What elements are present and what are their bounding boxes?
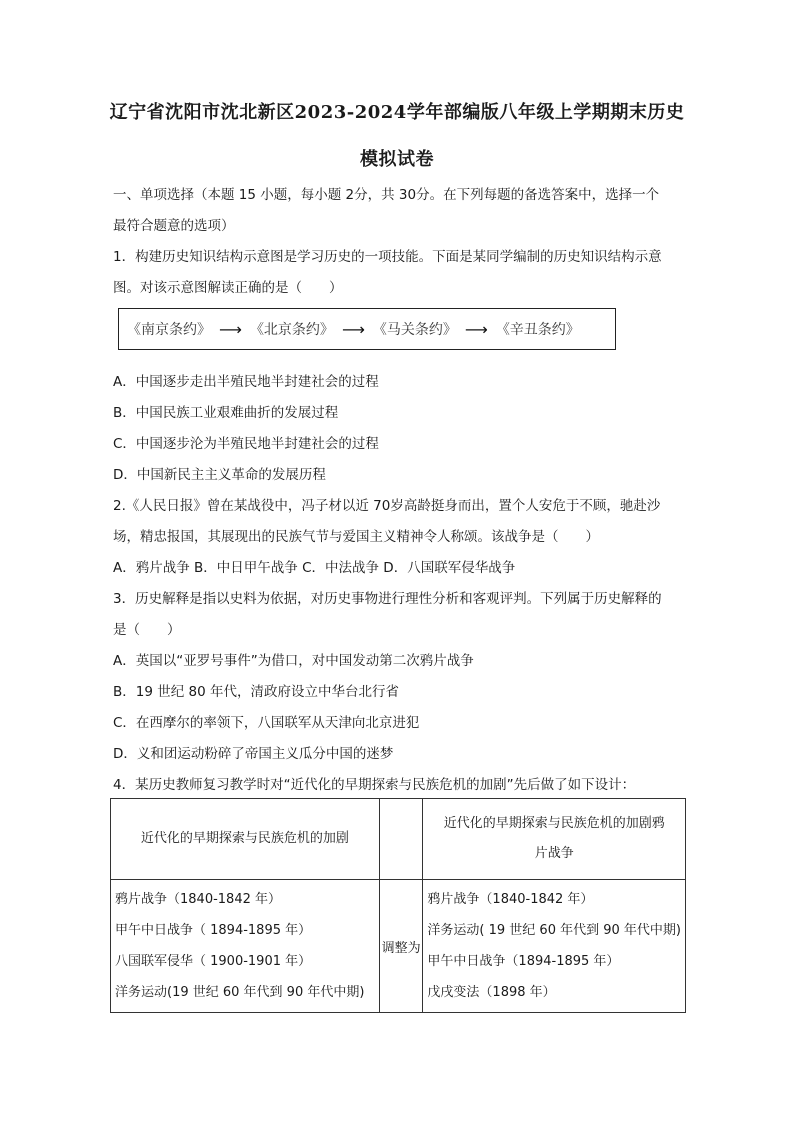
right-arrow-icon: ⟶ [219,319,242,339]
q1-option-c[interactable]: C．中国逐步沦为半殖民地半封建社会的过程 [113,436,379,452]
flow-treaty-nanjing: 《南京条约》 [127,322,211,338]
exam-title-line2: 模拟试卷 [360,149,434,170]
right-arrow-icon: ⟶ [341,319,365,339]
q1-option-a[interactable]: A．中国逐步走出半殖民地半封建社会的过程 [113,374,379,390]
q3-stem-line2: 是（ ） [113,622,181,638]
right-header-line2: 片战争 [534,846,574,861]
q4-design-table [110,798,686,1013]
right-header-line1: 近代化的早期探索与民族危机的加剧鸦 [443,816,665,831]
q4-stem: 4．某历史教师复习教学时对“近代化的早期探索与民族危机的加剧”先后做了如下设计： [113,777,636,793]
q1-stem-line2: 图。对该示意图解读正确的是（ ） [113,280,343,296]
table-middle-header-empty [379,799,423,880]
list-item: 甲午中日战争（1894-1895 年） [427,954,620,969]
exam-title-line1: 辽宁省沈阳市沈北新区2023-2024学年部编版八年级上学期期末历史 [109,102,685,123]
flow-treaty-beijing: 《北京条约》 [249,322,334,338]
q3-option-c[interactable]: C．在西摩尔的率领下，八国联军从天津向北京进犯 [113,715,420,731]
table-adjust-label: 调整为 [379,880,423,1013]
q2-stem-line2: 场，精忠报国，其展现出的民族气节与爱国主义精神令人称颂。该战争是（ ） [113,529,599,545]
table-right-list [423,880,686,1013]
q2-options[interactable]: A．鸦片战争 B．中日甲午战争 C．中法战争 D．八国联军侵华战争 [113,560,516,576]
section-heading-line2: 最符合题意的选项） [113,218,235,234]
q3-option-a[interactable]: A．英国以“亚罗号事件”为借口，对中国发动第二次鸦片战争 [113,653,474,669]
q3-option-d[interactable]: D．义和团运动粉碎了帝国主义瓜分中国的迷梦 [113,746,394,762]
list-item: 鸦片战争（1840-1842 年） [115,892,281,907]
q3-option-b[interactable]: B．19 世纪 80 年代，清政府设立中华台北行省 [113,684,399,700]
q1-stem-line1: 1．构建历史知识结构示意图是学习历史的一项技能。下面是某同学编制的历史知识结构示意 [113,249,662,265]
table-right-header [423,799,686,880]
list-item: 戊戌变法（1898 年） [427,985,556,1000]
q1-option-d[interactable]: D．中国新民主主义革命的发展历程 [113,467,326,483]
flow-treaty-maguan: 《马关条约》 [372,322,457,338]
q2-stem-line1: 2.《人民日报》曾在某战役中，冯子材以近 70岁高龄挺身而出，置个人安危于不顾，驰赴沙 [113,498,661,514]
q1-option-b[interactable]: B．中国民族工业艰难曲折的发展过程 [113,405,339,421]
q3-stem-line1: 3．历史解释是指以史料为依据，对历史事物进行理性分析和客观评判。下列属于历史解释的 [113,591,662,607]
list-item: 甲午中日战争（ 1894-1895 年） [115,923,312,938]
list-item: 八国联军侵华（ 1900-1901 年） [115,954,312,969]
flow-treaty-xinchou: 《辛丑条约》 [495,322,580,338]
table-left-header: 近代化的早期探索与民族危机的加剧 [111,799,380,880]
q1-structure-diagram [118,308,616,350]
section-heading-line1: 一、单项选择（本题 15 小题，每小题 2分，共 30分。在下列每题的备选答案中，选择一个 [113,187,660,203]
list-item: 洋务运动(19 世纪 60 年代到 90 年代中期) [115,985,365,1000]
list-item: 洋务运动( 19 世纪 60 年代到 90 年代中期) [427,923,681,938]
table-left-list [111,880,380,1013]
list-item: 鸦片战争（1840-1842 年） [427,892,594,907]
right-arrow-icon: ⟶ [464,319,488,339]
